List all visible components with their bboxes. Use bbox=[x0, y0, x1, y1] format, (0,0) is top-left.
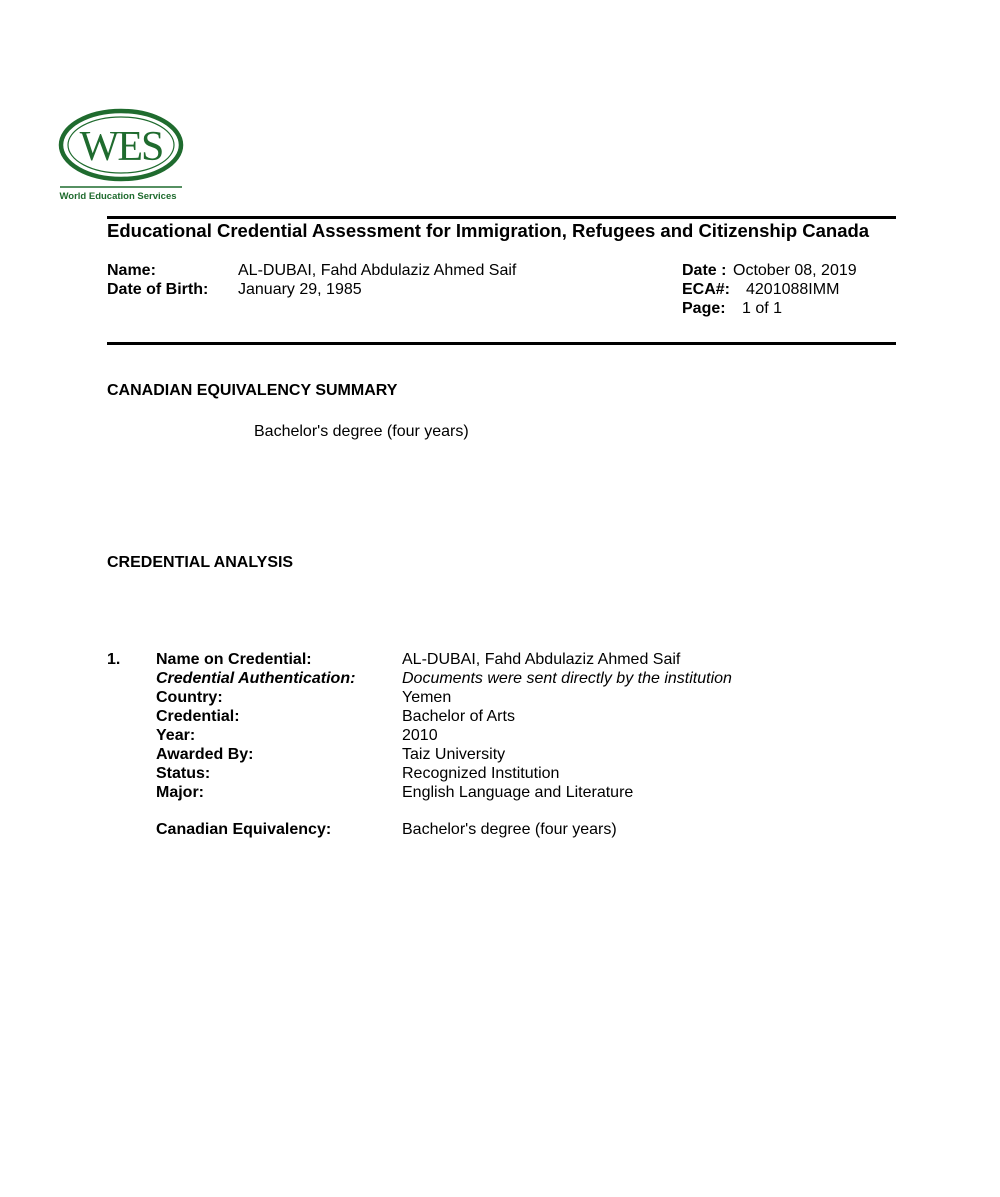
name-on-credential-value: AL-DUBAI, Fahd Abdulaziz Ahmed Saif bbox=[402, 651, 681, 668]
major-label: Major: bbox=[156, 784, 204, 801]
page-label: Page: bbox=[682, 300, 726, 317]
year-label: Year: bbox=[156, 727, 196, 744]
date-value: October 08, 2019 bbox=[733, 262, 857, 279]
analysis-heading: CREDENTIAL ANALYSIS bbox=[107, 554, 294, 571]
credential-label: Credential: bbox=[156, 708, 240, 725]
wes-logo bbox=[56, 107, 188, 203]
canadian-equivalency-value: Bachelor's degree (four years) bbox=[402, 821, 617, 838]
page-value: 1 of 1 bbox=[742, 300, 783, 317]
name-on-credential-label: Name on Credential: bbox=[156, 651, 312, 668]
year-value: 2010 bbox=[402, 727, 438, 744]
status-value: Recognized Institution bbox=[402, 765, 560, 782]
name-value: AL-DUBAI, Fahd Abdulaziz Ahmed Saif bbox=[238, 262, 517, 279]
status-label: Status: bbox=[156, 765, 211, 782]
credential-authentication-value: Documents were sent directly by the institution bbox=[402, 670, 732, 687]
major-value: English Language and Literature bbox=[402, 784, 634, 801]
date-label: Date : bbox=[682, 262, 727, 279]
credential-item-number: 1. bbox=[107, 651, 121, 668]
header-top-rule bbox=[107, 216, 896, 219]
document-title: Educational Credential Assessment for Immigration, Refugees and Citizenship Canada bbox=[107, 220, 870, 241]
summary-equivalency: Bachelor's degree (four years) bbox=[254, 423, 469, 440]
dob-value: January 29, 1985 bbox=[238, 281, 362, 298]
credential-value: Bachelor of Arts bbox=[402, 708, 515, 725]
credential-authentication-label: Credential Authentication: bbox=[156, 670, 356, 687]
name-label: Name: bbox=[107, 262, 156, 279]
eca-label: ECA#: bbox=[682, 281, 731, 298]
country-value: Yemen bbox=[402, 689, 452, 706]
country-label: Country: bbox=[156, 689, 223, 706]
logo-wordmark: WES bbox=[79, 124, 163, 170]
awarded-by-value: Taiz University bbox=[402, 746, 506, 763]
summary-heading: CANADIAN EQUIVALENCY SUMMARY bbox=[107, 382, 398, 399]
canadian-equivalency-label: Canadian Equivalency: bbox=[156, 821, 332, 838]
dob-label: Date of Birth: bbox=[107, 281, 209, 298]
logo-tagline: World Education Services bbox=[59, 191, 177, 202]
awarded-by-label: Awarded By: bbox=[156, 746, 254, 763]
eca-value: 4201088IMM bbox=[746, 281, 840, 298]
header-bottom-rule bbox=[107, 342, 896, 345]
